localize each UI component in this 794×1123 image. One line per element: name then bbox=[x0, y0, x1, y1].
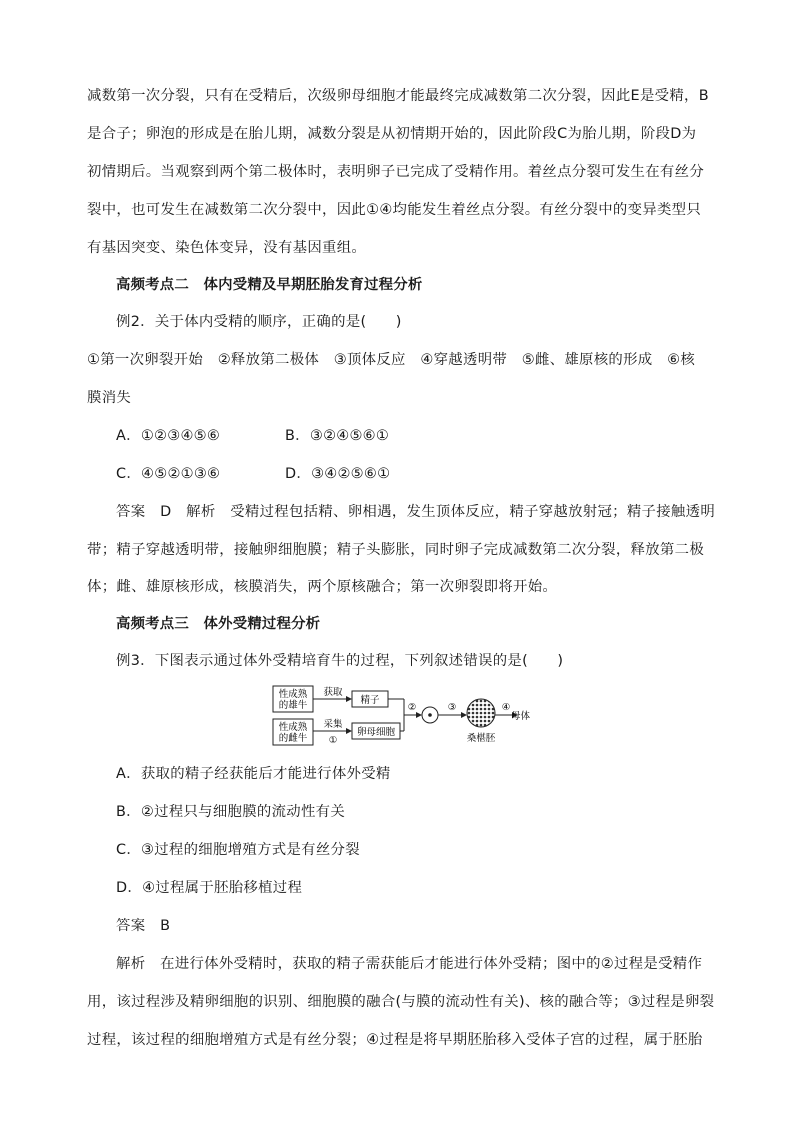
question-stem: 例2．关于体内受精的顺序，正确的是( ) bbox=[116, 314, 402, 330]
analysis-text: 过程，该过程的细胞增殖方式是有丝分裂；④过程是将早期胚胎移入受体子宫的过程，属于胚胎 bbox=[87, 1032, 703, 1048]
option-d: D．④过程属于胚胎移植过程 bbox=[116, 880, 303, 896]
ivf-process-diagram bbox=[271, 683, 531, 763]
option-b: B．③②④⑤⑥① bbox=[285, 428, 390, 444]
option-a: A．获取的精子经获能后才能进行体外受精 bbox=[116, 766, 391, 782]
text-line: 裂中，也可发生在减数第二次分裂中，因此①④均能发生着丝点分裂。有丝分裂中的变异类型只 bbox=[87, 202, 702, 218]
option-c: C．③过程的细胞增殖方式是有丝分裂 bbox=[116, 842, 360, 858]
section-heading: 高频考点二 体内受精及早期胚胎发育过程分析 bbox=[116, 277, 423, 293]
mother-label: 母体 bbox=[510, 711, 530, 722]
option-a: A．①②③④⑤⑥ bbox=[116, 428, 221, 444]
morula-label: 桑椹胚 bbox=[466, 733, 496, 744]
oocyte-label: 卵母细胞 bbox=[356, 727, 396, 738]
morula-icon bbox=[467, 699, 495, 727]
analysis-text: 解析 在进行体外受精时，获取的精子需获能后才能进行体外受精；图中的②过程是受精作 bbox=[116, 956, 703, 972]
text-line: 减数第一次分裂，只有在受精后，次级卵母细胞才能最终完成减数第二次分裂，因此E是受精，B bbox=[87, 88, 709, 104]
option-b: B．②过程只与细胞膜的流动性有关 bbox=[116, 804, 346, 820]
section-heading: 高频考点三 体外受精过程分析 bbox=[116, 616, 321, 632]
text-line: 初情期后。当观察到两个第二极体时，表明卵子已完成了受精作用。着丝点分裂可发生在有丝分 bbox=[87, 164, 705, 180]
sperm-label: 精子 bbox=[360, 695, 380, 706]
answer-text: 带；精子穿越透明带，接触卵细胞膜；精子头膨胀，同时卵子完成减数第二次分裂，释放第二极 bbox=[87, 542, 705, 558]
step-3-label: ③ bbox=[447, 702, 457, 713]
collect-label: 采集 bbox=[323, 719, 343, 730]
step-1-label: ① bbox=[328, 735, 338, 746]
male-box-label: 的雄牛 bbox=[278, 700, 308, 711]
text-line: 是合子；卵泡的形成是在胎儿期，减数分裂是从初情期开始的，因此阶段C为胎儿期，阶段D为 bbox=[87, 126, 697, 142]
answer-text: 答案 D 解析 受精过程包括精、卵相遇，发生顶体反应，精子穿越放射冠；精子接触透明 bbox=[116, 504, 716, 520]
text-line: 有基因突变、染色体变异，没有基因重组。 bbox=[87, 240, 367, 256]
question-stem: 例3．下图表示通过体外受精培育牛的过程，下列叙述错误的是( ) bbox=[116, 653, 564, 669]
step-4-label: ④ bbox=[501, 702, 511, 713]
zygote-nucleus bbox=[428, 713, 432, 717]
answer-text: 体；雌、雄原核形成，核膜消失，两个原核融合；第一次卵裂即将开始。 bbox=[87, 579, 558, 595]
step-2-label: ② bbox=[407, 702, 417, 713]
female-box-label: 的雌牛 bbox=[278, 733, 308, 744]
male-box-label: 性成熟 bbox=[278, 689, 308, 700]
answer-text: 答案 B bbox=[116, 918, 171, 934]
question-items: 膜消失 bbox=[87, 390, 132, 406]
option-d: D．③④②⑤⑥① bbox=[285, 466, 391, 482]
analysis-text: 用，该过程涉及精卵细胞的识别、细胞膜的融合(与膜的流动性有关)、核的融合等；③过程是卵裂 bbox=[87, 994, 715, 1010]
option-c: C．④⑤②①③⑥ bbox=[116, 466, 221, 482]
question-items: ①第一次卵裂开始 ②释放第二极体 ③顶体反应 ④穿越透明带 ⑤雌、雄原核的形成 ⑥核 bbox=[87, 352, 696, 368]
female-box-label: 性成熟 bbox=[278, 722, 308, 733]
obtain-label: 获取 bbox=[323, 687, 343, 698]
